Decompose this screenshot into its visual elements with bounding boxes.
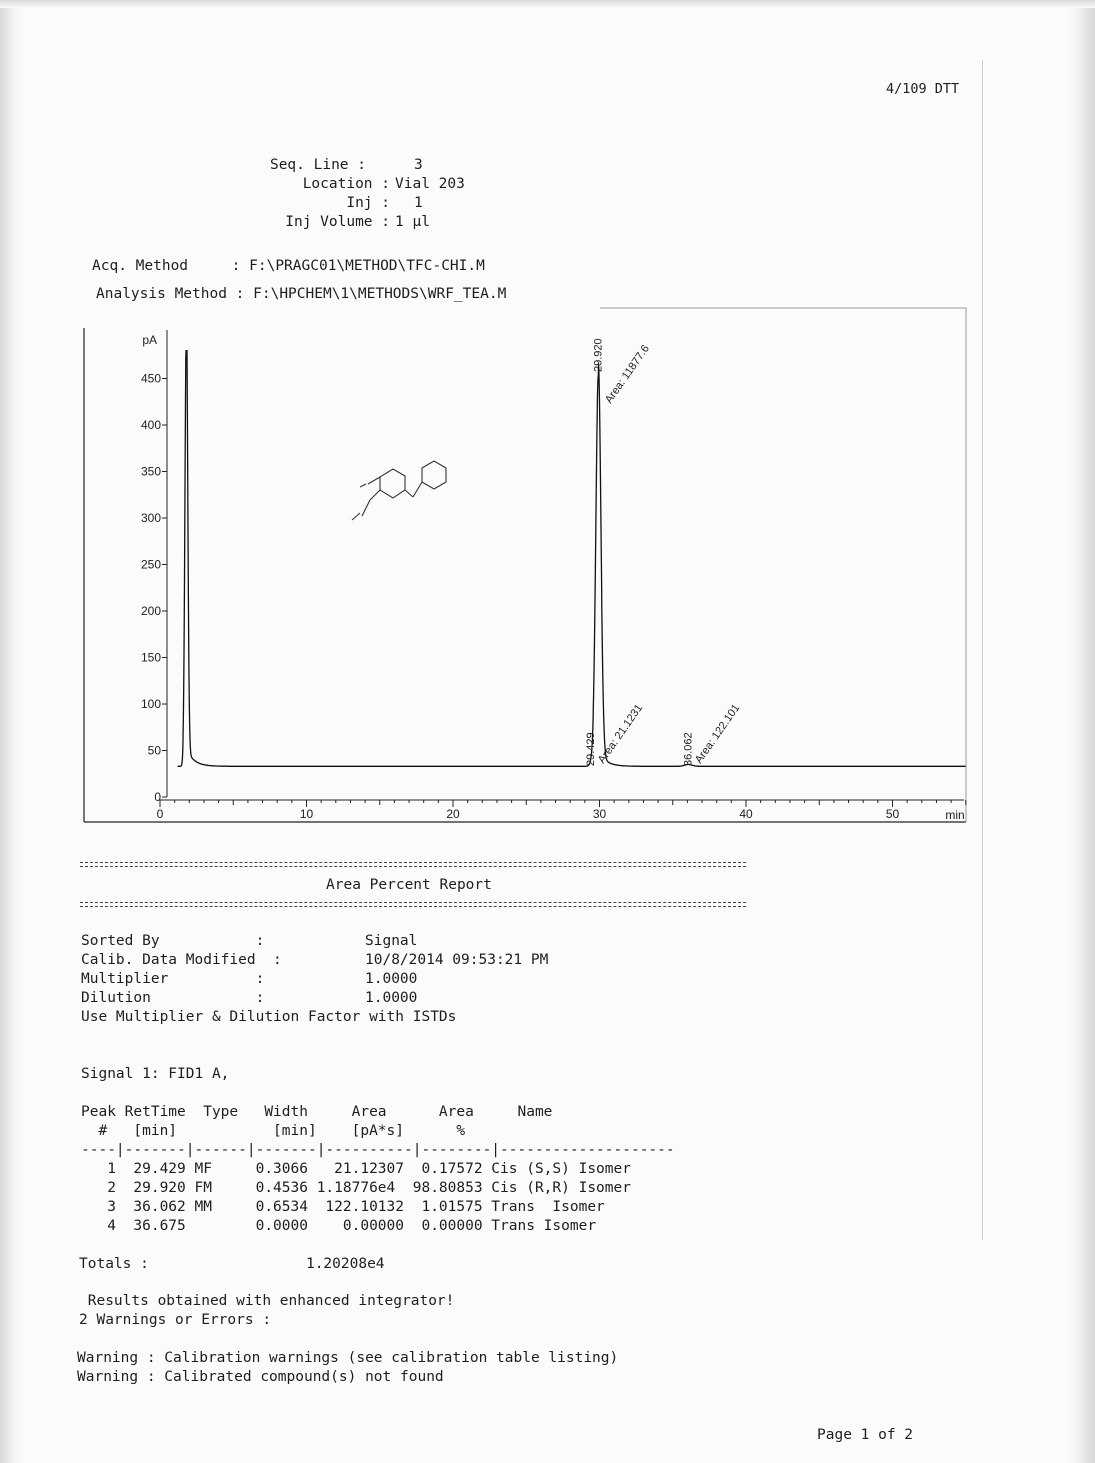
peak-area-label: Area: 21.1231 <box>595 702 646 766</box>
setting-dilution-label: Dilution : <box>81 990 265 1006</box>
peak-area-label: Area: 122.101 <box>692 702 743 766</box>
table-row: 1 29.429 MF 0.3066 21.12307 0.17572 Cis (S,S) Isomer <box>81 1161 631 1177</box>
molecule-structure-icon <box>352 461 446 520</box>
x-tick-label: 40 <box>739 807 753 821</box>
peak-rt-label: 29.920 <box>592 338 605 372</box>
x-tick-label: 0 <box>156 807 164 821</box>
inj-value: 1 <box>414 195 423 211</box>
analysis-method-line: Analysis Method : F:\HPCHEM\1\METHODS\WRF_TEA.M <box>96 286 507 302</box>
table-row: 2 29.920 FM 0.4536 1.18776e4 98.80853 Cis (R,R) Isomer <box>81 1180 631 1196</box>
page-reference: 4/109 DTT <box>886 81 960 97</box>
report-title: Area Percent Report <box>326 877 492 893</box>
table-header-2: # [min] [min] [pA*s] % <box>81 1123 466 1139</box>
results-note: Results obtained with enhanced integrator! <box>79 1293 455 1309</box>
inj-label: Inj : <box>346 195 390 211</box>
separator-top <box>80 862 746 867</box>
table-divider: ----|-------|------|-------|----------|--------|-------------------- <box>81 1142 675 1158</box>
y-axis-unit: pA <box>142 333 157 347</box>
x-tick-label: 30 <box>592 807 607 821</box>
x-axis-unit: min <box>945 808 965 822</box>
setting-calib-label: Calib. Data Modified : <box>81 952 282 968</box>
y-tick-label: 150 <box>140 650 161 665</box>
peak-rt-label: 29.429 <box>585 732 598 766</box>
table-row: 3 36.062 MM 0.6534 122.10132 1.01575 Trans Isomer <box>81 1199 605 1215</box>
setting-multiplier-label: Multiplier : <box>81 971 265 987</box>
chart-frame-top-right <box>600 308 966 822</box>
inj-volume-value: 1 µl <box>395 214 430 230</box>
location-label: Location : <box>302 176 390 192</box>
warning-line: Warning : Calibration warnings (see calibration table listing) <box>77 1350 619 1366</box>
peak-area-label: Area: 11877.6 <box>602 342 652 406</box>
y-tick-label: 200 <box>140 604 161 618</box>
page-number: Page 1 of 2 <box>817 1427 914 1443</box>
seq-line-label: Seq. Line : <box>269 157 366 173</box>
y-tick-label: 100 <box>140 697 161 711</box>
totals-line: Totals : 1.20208e4 <box>79 1256 385 1272</box>
y-tick-label: 450 <box>140 371 161 386</box>
y-tick-label: 400 <box>140 418 161 432</box>
y-tick-label: 50 <box>147 743 161 758</box>
setting-sorted-by-value: Signal <box>365 933 418 949</box>
setting-multiplier-value: 1.0000 <box>365 971 418 987</box>
warnings-count: 2 Warnings or Errors : <box>79 1312 272 1328</box>
y-tick-label: 350 <box>140 464 161 479</box>
y-tick-label: 300 <box>140 511 161 525</box>
x-tick-label: 50 <box>885 807 900 821</box>
location-value: Vial 203 <box>395 176 465 192</box>
warning-line: Warning : Calibrated compound(s) not found <box>77 1369 444 1385</box>
x-tick-label: 10 <box>299 807 314 821</box>
inj-volume-label: Inj Volume : <box>285 214 390 230</box>
seq-line-value: 3 <box>414 157 423 173</box>
setting-sorted-by-label: Sorted By : <box>81 933 265 949</box>
acq-method-line: Acq. Method : F:\PRAGC01\METHOD\TFC-CHI.M <box>92 258 485 274</box>
separator-bottom <box>80 902 746 907</box>
y-tick-label: 0 <box>154 790 161 804</box>
table-row: 4 36.675 0.0000 0.00000 0.00000 Trans Isomer <box>81 1218 597 1234</box>
table-header-1: Peak RetTime Type Width Area Area Name <box>81 1104 553 1120</box>
y-tick-label: 250 <box>140 557 161 572</box>
peak-rt-label: 36.062 <box>682 732 695 766</box>
setting-dilution-value: 1.0000 <box>365 990 418 1006</box>
setting-calib-value: 10/8/2014 09:53:21 PM <box>365 952 549 968</box>
chromatogram-trace <box>178 351 966 767</box>
istd-note: Use Multiplier & Dilution Factor with ISTDs <box>81 1009 457 1025</box>
signal-label: Signal 1: FID1 A, <box>81 1066 230 1082</box>
x-tick-label: 20 <box>446 807 460 821</box>
